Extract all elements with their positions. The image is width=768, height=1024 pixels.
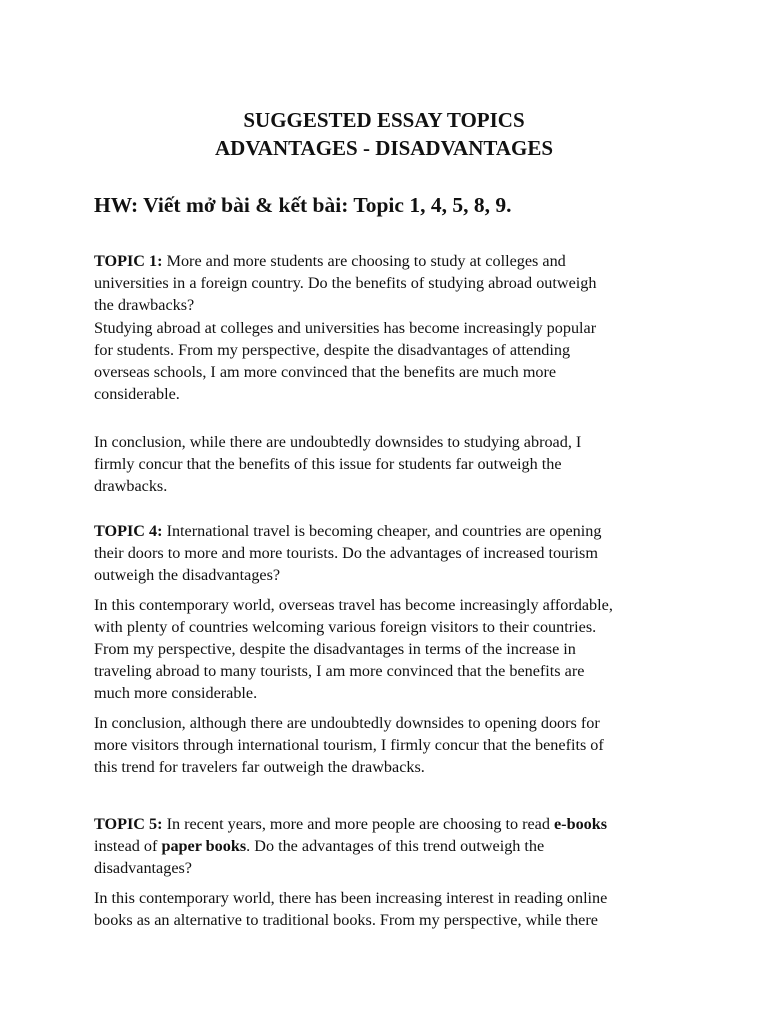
topic-1-conclusion-line: drawbacks.: [94, 477, 168, 496]
topic-5-question-text: disadvantages?: [94, 859, 192, 878]
topic-4-intro-line: In this contemporary world, overseas travel has become increasingly affordable,: [94, 595, 613, 614]
topic-1-intro-line: Studying abroad at colleges and universities has become increasingly popular: [94, 318, 597, 337]
topic-1-intro-line: overseas schools, I am more convinced that the benefits are much more: [94, 363, 557, 382]
topic-4-introduction: [94, 594, 694, 705]
topic-5-question: [94, 813, 694, 880]
topic-5-intro-line: In this contemporary world, there has been increasing interest in reading online: [94, 888, 608, 907]
topic-4-intro-line: From my perspective, despite the disadvantages in terms of the increase in: [94, 640, 576, 659]
topic-4-conclusion: [94, 712, 694, 779]
topic-4-conclusion-line: In conclusion, although there are undoubtedly downsides to opening doors for: [94, 713, 600, 732]
topic-4-question-line: their doors to more and more tourists. Do the advantages of increased tourism: [94, 544, 598, 563]
topic-4-intro-line: traveling abroad to many tourists, I am more convinced that the benefits are: [94, 662, 585, 681]
topic-1-intro-line: for students. From my perspective, despite the disadvantages of attending: [94, 340, 571, 359]
topic-4-question-line: outweigh the disadvantages?: [94, 566, 281, 585]
topic-4-intro-line: much more considerable.: [94, 684, 258, 703]
topic-5-intro-line: books as an alternative to traditional books. From my perspective, while there: [94, 910, 598, 929]
topic-4-question: [94, 520, 694, 587]
topic-5-question-text: . Do the advantages of this trend outweigh the: [246, 837, 545, 856]
topic-4-label: TOPIC 4:: [94, 522, 163, 540]
topic-1-intro-line: considerable.: [94, 385, 180, 404]
topic-4-question-line: International travel is becoming cheaper, and countries are opening: [162, 522, 602, 540]
topic-1-conclusion: [94, 431, 694, 498]
topic-1-question-line: universities in a foreign country. Do the benefits of studying abroad outweigh: [94, 274, 597, 293]
topic-5-keyword-paper-books: paper books: [161, 837, 247, 856]
topic-5-label: TOPIC 5:: [94, 815, 163, 833]
topic-5-keyword-ebooks: e-books: [554, 815, 608, 833]
topic-4-conclusion-line: more visitors through international tourism, I firmly concur that the benefits of: [94, 735, 604, 754]
topic-5-section: [94, 813, 694, 931]
topic-1-conclusion-line: firmly concur that the benefits of this issue for students far outweigh the: [94, 455, 562, 474]
topic-5-question-text: instead of: [94, 837, 162, 856]
homework-heading: HW: Viết mở bài & kết bài: Topic 1, 4, 5, 8, 9.: [94, 193, 512, 217]
topic-4-conclusion-line: this trend for travelers far outweigh the drawbacks.: [94, 758, 425, 777]
topic-5-question-text: In recent years, more and more people are choosing to read: [162, 815, 554, 833]
topic-1-question: [94, 250, 694, 317]
topic-1-question-line: the drawbacks?: [94, 296, 195, 315]
topic-4-section: [94, 520, 694, 778]
topic-1-section: [94, 250, 694, 405]
document-title-line1: SUGGESTED ESSAY TOPICS: [243, 108, 525, 132]
topic-1-conclusion-line: In conclusion, while there are undoubtedly downsides to studying abroad, I: [94, 433, 582, 451]
topic-1-introduction: [94, 317, 694, 406]
document-title-line2: ADVANTAGES - DISADVANTAGES: [214, 136, 554, 160]
topic-1-question-line: More and more students are choosing to study at colleges and: [162, 252, 566, 270]
topic-4-intro-line: with plenty of countries welcoming various foreign visitors to their countries.: [94, 617, 597, 636]
topic-1-label: TOPIC 1:: [94, 252, 163, 270]
topic-5-introduction: [94, 887, 694, 931]
